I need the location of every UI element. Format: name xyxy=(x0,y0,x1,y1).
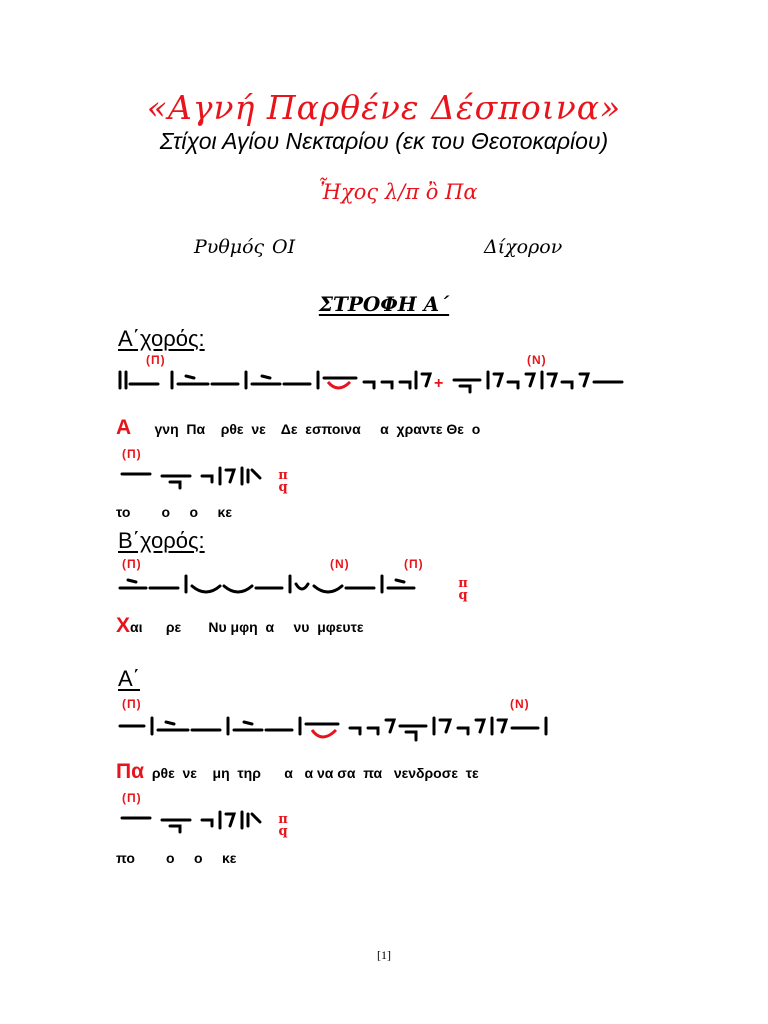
section-label-choir-a-repeat: Α΄ xyxy=(118,666,140,691)
neume-line-icon xyxy=(116,570,456,600)
strophe-title: ΣΤΡΟΦΗ Α΄ xyxy=(318,292,450,316)
page-number: [1] xyxy=(377,948,391,962)
lyrics-text: αι ρε Νυ μφη α νυ μφευτε xyxy=(130,619,364,635)
initial-letter: Πα xyxy=(116,760,145,783)
lyrics-line xyxy=(116,504,232,520)
section-label-choir-b: Β΄χορός: xyxy=(118,528,205,553)
rhythm-label: Ρυθμός xyxy=(194,236,265,258)
martyria: (Π) xyxy=(122,557,142,571)
martyria: (Π) xyxy=(122,697,142,711)
hymn-title: «Αγνή Παρθένε Δέσποινα» xyxy=(146,88,622,127)
fthora-icon: π q xyxy=(458,576,468,603)
lyrics-text: το ο ο κε xyxy=(116,504,232,520)
fthora-icon: π q xyxy=(278,468,288,495)
neume-line-icon xyxy=(116,366,656,396)
lyrics-line xyxy=(116,416,480,440)
lyrics-line xyxy=(116,614,363,638)
martyria: (Ν) xyxy=(527,353,547,367)
initial-letter: Χ xyxy=(116,614,131,637)
echos-mode: Ἦχος λ/π ὂ Πα xyxy=(318,180,478,204)
fthora-icon: π q xyxy=(278,812,288,839)
lyrics-line xyxy=(116,850,236,866)
initial-letter: Α xyxy=(116,416,132,439)
lyrics-text: πο ο ο κε xyxy=(116,850,237,866)
lyrics-text: γνη Πα ρθε νε Δε εσποινα α χραντε Θε ο xyxy=(131,421,481,437)
svg-text:+: + xyxy=(434,375,444,392)
neume-line-icon xyxy=(116,462,296,495)
neume-line-icon xyxy=(116,712,646,742)
section-label-choir-a: Α΄χορός: xyxy=(118,326,205,351)
lyrics-line xyxy=(116,760,479,784)
rhythm-type: Δίχορον xyxy=(484,236,563,258)
lyrics-text: ρθε νε μη τηρ α α να σα πα νενδροσε τε xyxy=(144,765,479,781)
martyria: (Π) xyxy=(146,353,166,367)
martyria: (Ν) xyxy=(510,697,530,711)
martyria: (Π) xyxy=(122,791,142,805)
rhythm-value: ΟΙ xyxy=(272,236,296,258)
neume-line-icon xyxy=(116,806,296,839)
hymn-subtitle: Στίχοι Αγίου Νεκταρίου (εκ του Θεοτοκαρίου) xyxy=(159,128,609,154)
martyria: (Ν) xyxy=(330,557,350,571)
martyria: (Π) xyxy=(122,447,142,461)
martyria: (Π) xyxy=(404,557,424,571)
